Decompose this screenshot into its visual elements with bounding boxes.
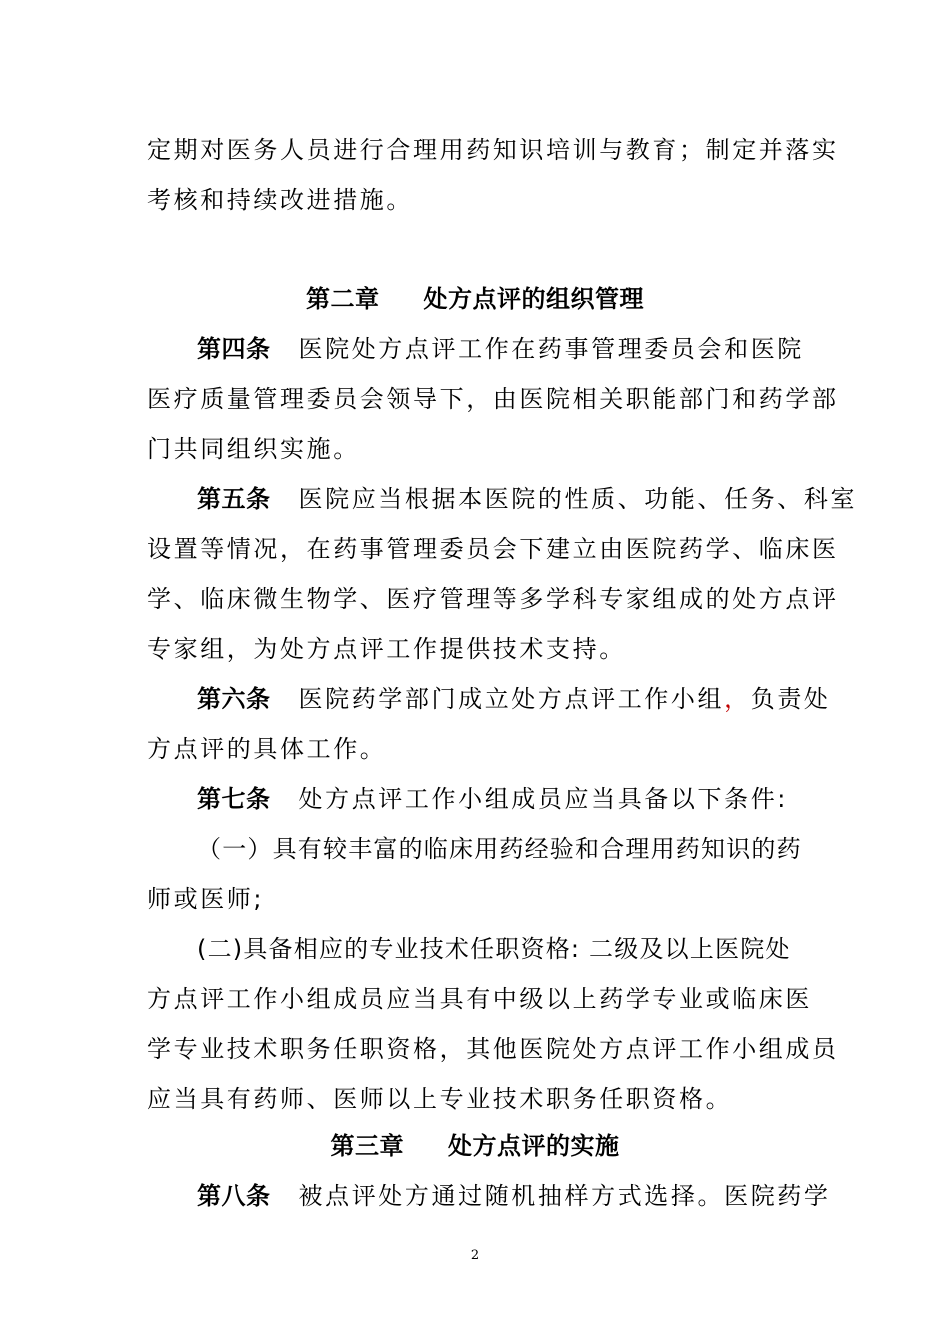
- article-4-text-1: 医院处方点评工作在药事管理委员会和医院: [298, 335, 804, 363]
- chapter-2-title: 处方点评的组织管理: [423, 285, 644, 313]
- article-7-item-2-line-3: 学专业技术职务任职资格，其他医院处方点评工作小组成员: [147, 1035, 839, 1063]
- chapter-3-label: 第三章: [330, 1132, 404, 1160]
- article-7-label: 第七条: [197, 785, 271, 813]
- chapter-3-title: 处方点评的实施: [448, 1132, 620, 1160]
- article-7-item-2-line-4: 应当具有药师、医师以上专业技术职务任职资格。: [147, 1085, 733, 1113]
- article-5-text-1: 医院应当根据本医院的性质、功能、任务、科室: [298, 485, 858, 513]
- article-6-label: 第六条: [197, 685, 271, 713]
- article-5-label: 第五条: [197, 485, 271, 513]
- chapter-3-heading: [0, 1130, 950, 1162]
- article-4-line-2: 医疗质量管理委员会领导下，由医院相关职能部门和药学部: [147, 385, 839, 413]
- article-7-item-1-line-1: （一）具有较丰富的临床用药经验和合理用药知识的药: [197, 835, 802, 863]
- article-4-line-1: [197, 333, 807, 365]
- article-6-line-1: [197, 683, 831, 715]
- article-5-line-1: [197, 483, 858, 515]
- chapter-2-heading: [0, 283, 950, 315]
- intro-line-2: 考核和持续改进措施。: [147, 186, 413, 214]
- article-8-line-1: [197, 1180, 831, 1212]
- article-7-line-1: [197, 783, 807, 815]
- article-6-line-2: 方点评的具体工作。: [147, 735, 387, 763]
- article-7-item-1-line-2: 师或医师;: [147, 885, 265, 913]
- intro-line-1: 定期对医务人员进行合理用药知识培训与教育；制定并落实: [147, 136, 839, 164]
- article-7-item-2-line-1: (二)具备相应的专业技术任职资格: 二级及以上医院处: [197, 935, 791, 963]
- article-5-line-4: 专家组，为处方点评工作提供技术支持。: [147, 635, 626, 663]
- article-6-text-1a: 医院药学部门成立处方点评工作小组: [298, 685, 725, 713]
- article-8-label: 第八条: [197, 1182, 271, 1210]
- article-6-red-comma: ，: [724, 685, 751, 713]
- article-6-text-1b: 负责处: [750, 685, 831, 713]
- article-8-text-1: 被点评处方通过随机抽样方式选择。医院药学: [298, 1182, 831, 1210]
- article-4-line-3: 门共同组织实施。: [147, 435, 360, 463]
- article-7-item-2-line-2: 方点评工作小组成员应当具有中级以上药学专业或临床医: [147, 985, 812, 1013]
- article-5-line-2: 设置等情况，在药事管理委员会下建立由医院药学、临床医: [147, 535, 839, 563]
- chapter-2-label: 第二章: [306, 285, 380, 313]
- article-4-label: 第四条: [197, 335, 271, 363]
- article-7-text-1: 处方点评工作小组成员应当具备以下条件:: [298, 785, 788, 813]
- page-number: 2: [470, 1248, 480, 1263]
- article-5-line-3: 学、临床微生物学、医疗管理等多学科专家组成的处方点评: [147, 585, 839, 613]
